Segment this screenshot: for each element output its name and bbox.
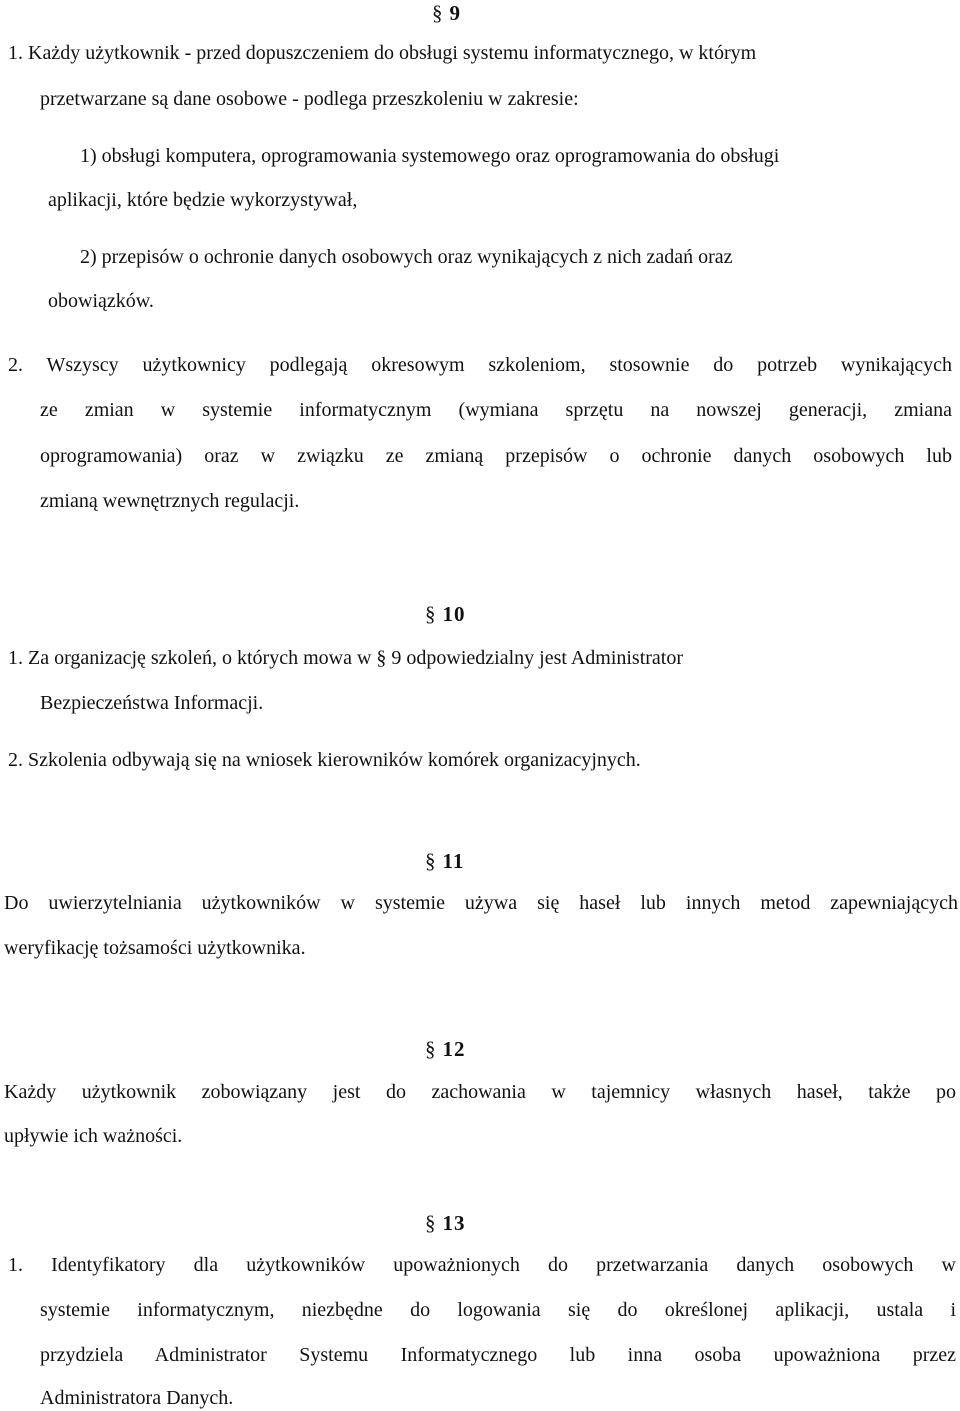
section-11-text-line-1: Do uwierzytelniania użytkowników w systemie używa się haseł lub innych metod zapewniających (4, 892, 958, 914)
section-heading-10 (425, 604, 466, 625)
section-number: 12 (442, 1037, 466, 1061)
section-heading-12 (425, 1039, 466, 1060)
section-9-point-1-line-1: 1. Każdy użytkownik - przed dopuszczeniem do obsługi systemu informatycznego, w którym (8, 42, 757, 64)
section-9-point-2-line-2: ze zmian w systemie informatycznym (wymiana sprzętu na nowszej generacji, zmiana (40, 399, 952, 421)
section-9-point-1-line-2: przetwarzane są dane osobowe - podlega przeszkoleniu w zakresie: (40, 88, 579, 110)
section-13-point-1-line-2: systemie informatycznym, niezbędne do logowania się do określonej aplikacji, ustala i (40, 1299, 956, 1321)
section-number: 9 (449, 1, 461, 25)
section-9-subpoint-1-line-2: aplikacji, które będzie wykorzystywał, (48, 189, 358, 211)
section-sign: § (425, 1211, 437, 1235)
section-13-point-1-line-4: Administratora Danych. (40, 1387, 234, 1409)
section-9-subpoint-2-line-1: 2) przepisów o ochronie danych osobowych oraz wynikających z nich zadań oraz (80, 246, 733, 268)
section-10-point-1-line-2: Bezpieczeństwa Informacji. (40, 692, 264, 714)
section-number: 10 (442, 602, 466, 626)
section-12-text-line-2: upływie ich ważności. (4, 1125, 183, 1147)
section-12-text-line-1: Każdy użytkownik zobowiązany jest do zachowania w tajemnicy własnych haseł, także po (4, 1081, 956, 1103)
section-9-point-2-line-1: 2. Wszyscy użytkownicy podlegają okresowym szkoleniom, stosownie do potrzeb wynikających (8, 354, 952, 376)
section-sign: § (425, 602, 437, 626)
section-9-point-2-line-4: zmianą wewnętrznych regulacji. (40, 490, 300, 512)
section-11-text-line-2: weryfikację tożsamości użytkownika. (4, 937, 306, 959)
section-heading-9 (432, 3, 461, 24)
section-10-point-2-line-1: 2. Szkolenia odbywają się na wniosek kierowników komórek organizacyjnych. (8, 749, 641, 771)
section-heading-11 (425, 851, 464, 872)
section-10-point-1-line-1: 1. Za organizację szkoleń, o których mowa w § 9 odpowiedzialny jest Administrator (8, 647, 684, 669)
section-number: 11 (442, 849, 465, 873)
section-9-subpoint-2-line-2: obowiązków. (48, 290, 154, 312)
section-9-point-2-line-3: oprogramowania) oraz w związku ze zmianą przepisów o ochronie danych osobowych lub (40, 445, 952, 467)
section-sign: § (425, 849, 437, 873)
section-number: 13 (442, 1211, 466, 1235)
section-13-point-1-line-1: 1. Identyfikatory dla użytkowników upoważnionych do przetwarzania danych osobowych w (8, 1254, 956, 1276)
section-9-subpoint-1-line-1: 1) obsługi komputera, oprogramowania systemowego oraz oprogramowania do obsługi (80, 145, 780, 167)
section-sign: § (432, 1, 444, 25)
section-sign: § (425, 1037, 437, 1061)
section-13-point-1-line-3: przydziela Administrator Systemu Informatycznego lub inna osoba upoważniona przez (40, 1344, 956, 1366)
section-heading-13 (425, 1213, 466, 1234)
